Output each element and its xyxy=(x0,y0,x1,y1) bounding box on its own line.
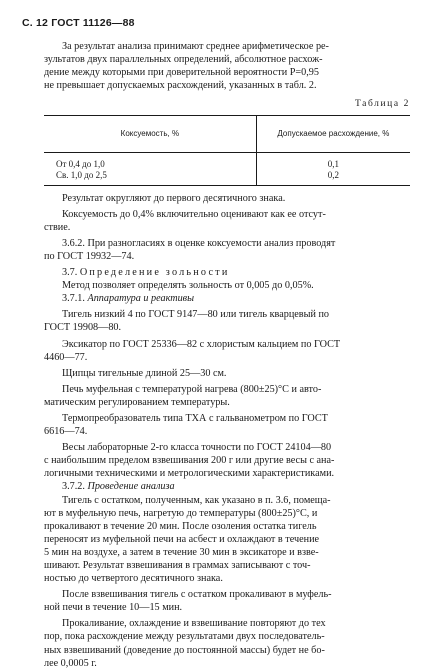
paragraph-recalcine-line: После взвешивания тигель с остатком прокаливают в муфель- xyxy=(62,589,332,601)
table-header-tolerance: Допускаемое расхождение, % xyxy=(256,116,410,152)
paragraph-procedure-line: Тигель с остатком, полученным, как указано в п. 3.6, помеща- xyxy=(62,494,331,506)
paragraph-procedure-line: ют в муфельную печь, нагретую до температуры (800±25)°С, и xyxy=(44,507,318,519)
paragraph-crucible-line: Тигель низкий 4 по ГОСТ 9147—80 или тигель кварцевый по xyxy=(62,309,329,321)
table-cell-tolerance: 0,1 xyxy=(327,158,339,169)
paragraph-procedure-line: 5 мин на воздухе, а затем в течение 30 мин в эксикаторе и взве- xyxy=(44,546,319,558)
paragraph-procedure-line: шивают. Результат взвешивания в граммах записывают с точ- xyxy=(44,560,311,571)
paragraph-procedure-line: прокаливают в течение 20 мин. После озоления остатка тигель xyxy=(44,520,317,532)
intro-line: За результат анализа принимают среднее арифметическое ре- xyxy=(62,41,329,52)
section-number: 3.7.1. xyxy=(62,293,85,305)
paragraph-tongs: Щипцы тигельные длиной 25—30 см. xyxy=(62,367,227,379)
intro-line: не превышает допускаемых расхождений, указанных в табл. 2. xyxy=(44,80,317,92)
table-header-coking: Коксуемость, % xyxy=(44,116,256,152)
paragraph-rounding: Результат округляют до первого десятичного знака. xyxy=(62,192,286,204)
paragraph-thermocouple-line: Термопреобразователь типа ТХА с гальванометром по ГОСТ xyxy=(62,412,328,424)
paragraph-thermocouple-line: 6616—74. xyxy=(44,426,88,438)
paragraph-repeat-line: лее 0,0005 г. xyxy=(44,657,97,669)
intro-line: дение между которыми при доверительной вероятности P=0,95 xyxy=(44,67,319,79)
paragraph-procedure-line: ностью до четвертого десятичного знака. xyxy=(44,573,223,585)
table-row xyxy=(44,152,410,170)
section-3-7-1-heading xyxy=(44,292,410,305)
tolerance-table xyxy=(44,115,410,185)
paragraph-coking-line: Коксуемость до 0,4% включительно оценивают как ее отсут- xyxy=(62,208,326,220)
page-content xyxy=(44,40,410,670)
paragraph-balance-line: логичными техническими и метрологическими характеристиками. xyxy=(44,468,335,480)
paragraph-repeat-line: Прокаливание, охлаждение и взвешивание повторяют до тех xyxy=(62,618,326,630)
paragraph-furnace-line: Печь муфельная с температурой нагрева (800±25)°С и авто- xyxy=(62,383,322,395)
paragraph-coking-line: ствие. xyxy=(44,221,71,233)
table-caption: Таблица 2 xyxy=(354,99,410,110)
paragraph-balance-line: Весы лабораторные 2-го класса точности по ГОСТ 24104—80 xyxy=(62,442,332,454)
paragraph-procedure-line: переносят из муфельной печи на асбест и охлаждают в течение xyxy=(44,533,320,545)
paragraph-dispute-line: 3.6.2. При разногласиях в оценке коксуемости анализ проводят xyxy=(62,237,336,249)
paragraph-repeat-line: ных взвешиваний (доведение до постоянной массы) будет не бо- xyxy=(44,644,325,656)
section-number: 3.7. xyxy=(62,267,78,279)
section-title: Проведение анализа xyxy=(87,481,175,493)
table-cell-tolerance: 0,2 xyxy=(327,169,339,180)
table-row xyxy=(44,170,410,186)
paragraph-repeat-line: пор, пока расхождение между результатами двух последователь- xyxy=(44,631,325,643)
paragraph-dispute-line: по ГОСТ 19932—74. xyxy=(44,250,135,262)
table-cell-range: От 0,4 до 1,0 xyxy=(44,152,256,170)
section-title: Определение зольности xyxy=(79,267,230,279)
intro-line: зультатов двух параллельных определений, абсолютное расхож- xyxy=(44,54,323,66)
paragraph-balance-line: с наибольшим пределом взвешивания 200 г или другие весы с ана- xyxy=(44,455,335,467)
section-3-7-2-heading xyxy=(44,480,410,493)
section-title: Аппаратура и реактивы xyxy=(87,293,195,305)
intro-paragraph xyxy=(44,40,410,92)
page-header: С. 12 ГОСТ 11126—88 xyxy=(22,17,135,29)
paragraph-recalcine-line: ной печи в течение 10—15 мин. xyxy=(44,602,183,614)
paragraph-furnace-line: матическим регулированием температуры. xyxy=(44,396,230,408)
section-3-7-heading xyxy=(44,266,410,279)
paragraph-crucible-line: ГОСТ 19908—80. xyxy=(44,322,122,334)
body-text xyxy=(44,192,410,670)
table-cell-range: Св. 1,0 до 2,5 xyxy=(44,170,256,186)
paragraph-desiccator-line: 4460—77. xyxy=(44,351,88,363)
section-number: 3.7.2. xyxy=(62,481,85,493)
paragraph-desiccator-line: Эксикатор по ГОСТ 25336—82 с хлористым кальцием по ГОСТ xyxy=(62,338,341,350)
paragraph-ash-range: Метод позволяет определять зольность от 0,005 до 0,05%. xyxy=(62,280,314,292)
